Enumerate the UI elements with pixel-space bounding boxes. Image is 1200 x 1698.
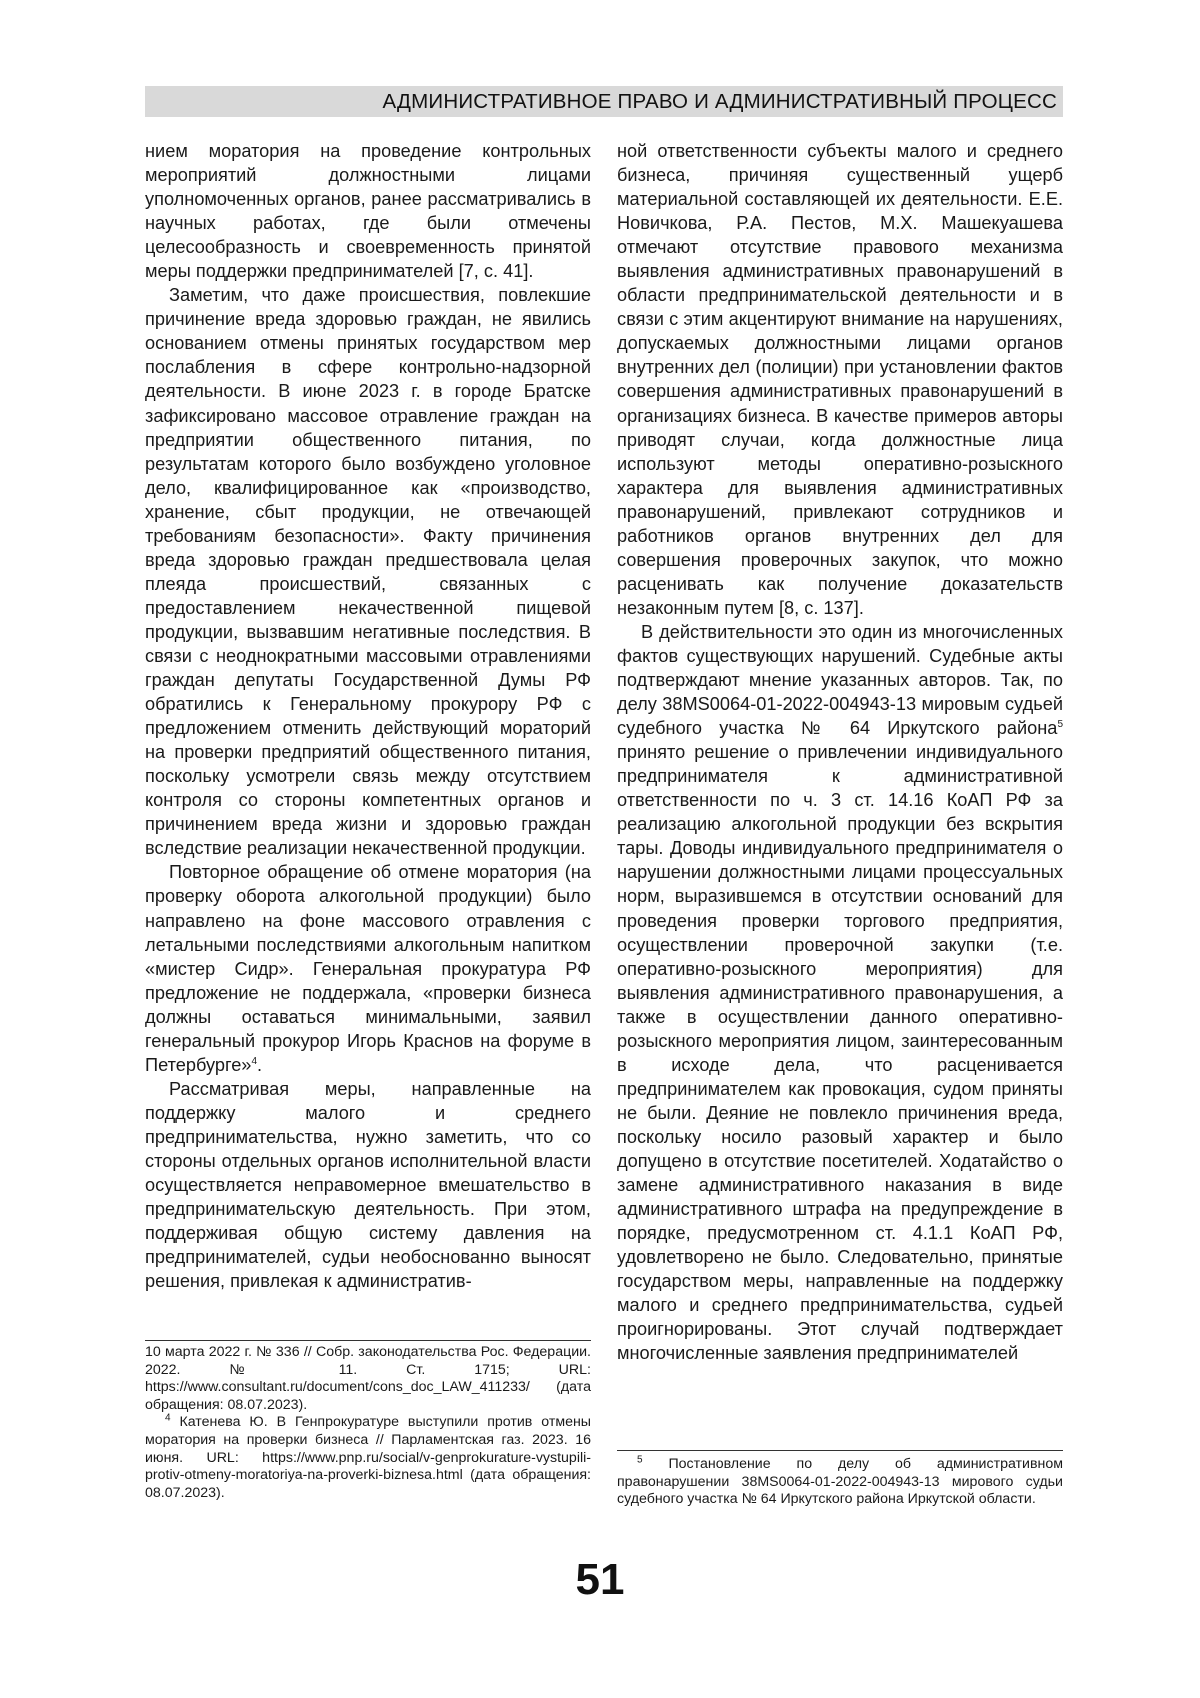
footnote-number: 4 xyxy=(165,1413,171,1424)
footnote-rule xyxy=(617,1450,1063,1451)
running-header xyxy=(145,86,1063,117)
paragraph: ной ответственности субъекты малого и среднего бизнеса, причиняя существенный ущерб материальной составляющей их деятельности. Е.Е. Новичкова, Р.А. Пестов, М.Х. Машекуашева отмечают отсутствие правового механизма выявления административных правонарушений в области предпринимательской деятельности и в связи с этим акцентируют внимание на нарушениях, допускаемых должностными лицами органов внутренних дел (полиции) при установлении фактов совершения административных правонарушений в организациях бизнеса. В качестве примеров авторы приводят случаи, когда должностные лица используют методы оперативно-розыскного характера для выявления административных правонарушений, привлекают сотрудников и работников органов внутренних дел для совершения проверочных закупок, что можно расценивать как получение доказательств незаконным путем [8, с. 137]. xyxy=(617,139,1063,620)
footnotes-left xyxy=(145,1344,591,1502)
footnote-continuation: 10 марта 2022 г. № 336 // Собр. законодательства Рос. Федерации. 2022. № 11. Ст. 1715; URL: https://www.consultant.ru/document/cons_doc_LAW_411233/ (дата обращения: 08.07.2023). xyxy=(145,1344,591,1414)
footnote-rule xyxy=(145,1340,591,1341)
paragraph-end: . xyxy=(257,1055,262,1075)
footnote-5 xyxy=(617,1456,1063,1509)
footnote-text: Постановление по делу об административном правонарушении 38MS0064-01-2022-004943-13 мирового судьи судебного участка № 64 Иркутского района Иркутской области. xyxy=(617,1456,1063,1507)
paragraph xyxy=(617,620,1063,1365)
section-title: АДМИНИСТРАТИВНОЕ ПРАВО И АДМИНИСТРАТИВНЫЙ ПРОЦЕСС xyxy=(383,86,1064,117)
footnote-4 xyxy=(145,1414,591,1502)
footnote-text: Катенева Ю. В Генпрокуратуре выступили против отмены моратория на проверки бизнеса // Парламентская газ. 2023. 16 июня. URL: https://www.pnp.ru/social/v-genprokurature-vystupili-protiv-otmeny-moratoriya-na-proverki-biznesa.html (дата обращения: 08.07.2023). xyxy=(145,1414,591,1500)
page-number: 51 xyxy=(0,1555,1200,1605)
footnote-ref-4[interactable]: 4 xyxy=(251,1056,257,1067)
right-column xyxy=(617,139,1063,1365)
paragraph: нием моратория на проведение контрольных мероприятий должностными лицами уполномоченных органов, ранее рассматривались в научных работах, где были отмечены целесообразность и своевременность принятой меры поддержки предпринимателей [7, с. 41]. xyxy=(145,139,591,283)
paragraph-text: В действительности это один из многочисленных фактов существующих нарушений. Судебные акты подтверждают мнение указанных авторов. Так, по делу 38MS0064-01-2022-004943-13 мировым судьей судебного участка № 64 Иркутского района xyxy=(617,622,1063,738)
paragraph-text: Повторное обращение об отмене моратория (на проверку оборота алкогольной продукции) было направлено на фоне массового отравления с летальными последствиями алкогольным напитком «мистер Сидр». Генеральная прокуратура РФ предложение не поддержала, «проверки бизнеса должны оставаться минимальными, заявил генеральный прокурор Игорь Краснов на форуме в Петербурге» xyxy=(145,862,591,1074)
left-column xyxy=(145,139,591,1293)
paragraph: Заметим, что даже происшествия, повлекшие причинение вреда здоровью граждан, не явились основанием отмены принятых государством мер послабления в сфере контрольно-надзорной деятельности. В июне 2023 г. в городе Братске зафиксировано массовое отравление граждан на предприятии общественного питания, по результатам которого было возбуждено уголовное дело, квалифицированное как «производство, хранение, сбыт продукции, не отвечающей требованиям безопасности». Факту причинения вреда здоровью граждан предшествовала целая плеяда происшествий, связанных с предоставлением некачественной пищевой продукции, вызвавшим негативные последствия. В связи с неоднократными массовыми отравлениями граждан депутаты Государственной Думы РФ обратились к Генеральному прокурору РФ с предложением отменить действующий мораторий на проверки предприятий общественного питания, поскольку усмотрели связь между отсутствием контроля со стороны компетентных органов и причинением вреда жизни и здоровью граждан вследствие реализации некачественной продукции. xyxy=(145,283,591,860)
footnote-number: 5 xyxy=(637,1454,643,1465)
paragraph-text: принято решение о привлечении индивидуального предпринимателя к административной ответственности по ч. 3 ст. 14.16 КоАП РФ за реализацию алкогольной продукции без вскрытия тары. Доводы индивидуального предпринимателя о нарушении должностными лицами процессуальных норм, выразившемся в отсутствии оснований для проведения проверки торгового предприятия, осуществлении проверочной закупки (т.е. оперативно-розыскного мероприятия) для выявления административного правонарушения, а также в осуществлении данного оперативно-розыскного мероприятия лицом, заинтересованным в исходе дела, что расценивается предпринимателем как провокация, судом приняты не были. Деяние не повлекло причинения вреда, поскольку носило разовый характер и было допущено в отсутствие посетителей. Ходатайство о замене административного наказания в виде административного штрафа на предупреждение в порядке, предусмотренном ст. 4.1.1 КоАП РФ, удовлетворено не было. Следовательно, принятые государством меры, направленные на поддержку малого и среднего предпринимательства, судьей проигнорированы. Этот случай подтверждает многочисленные заявления предпринимателей xyxy=(617,742,1063,1363)
footnotes-right xyxy=(617,1456,1063,1509)
paragraph xyxy=(145,860,591,1076)
paragraph: Рассматривая меры, направленные на поддержку малого и среднего предпринимательства, нужно заметить, что со стороны отдельных органов исполнительной власти осуществляется неправомерное вмешательство в предпринимательскую деятельность. При этом, поддерживая общую систему давления на предпринимателей, судьи необоснованно выносят решения, привлекая к административ- xyxy=(145,1077,591,1293)
footnote-ref-5[interactable]: 5 xyxy=(1057,719,1063,730)
